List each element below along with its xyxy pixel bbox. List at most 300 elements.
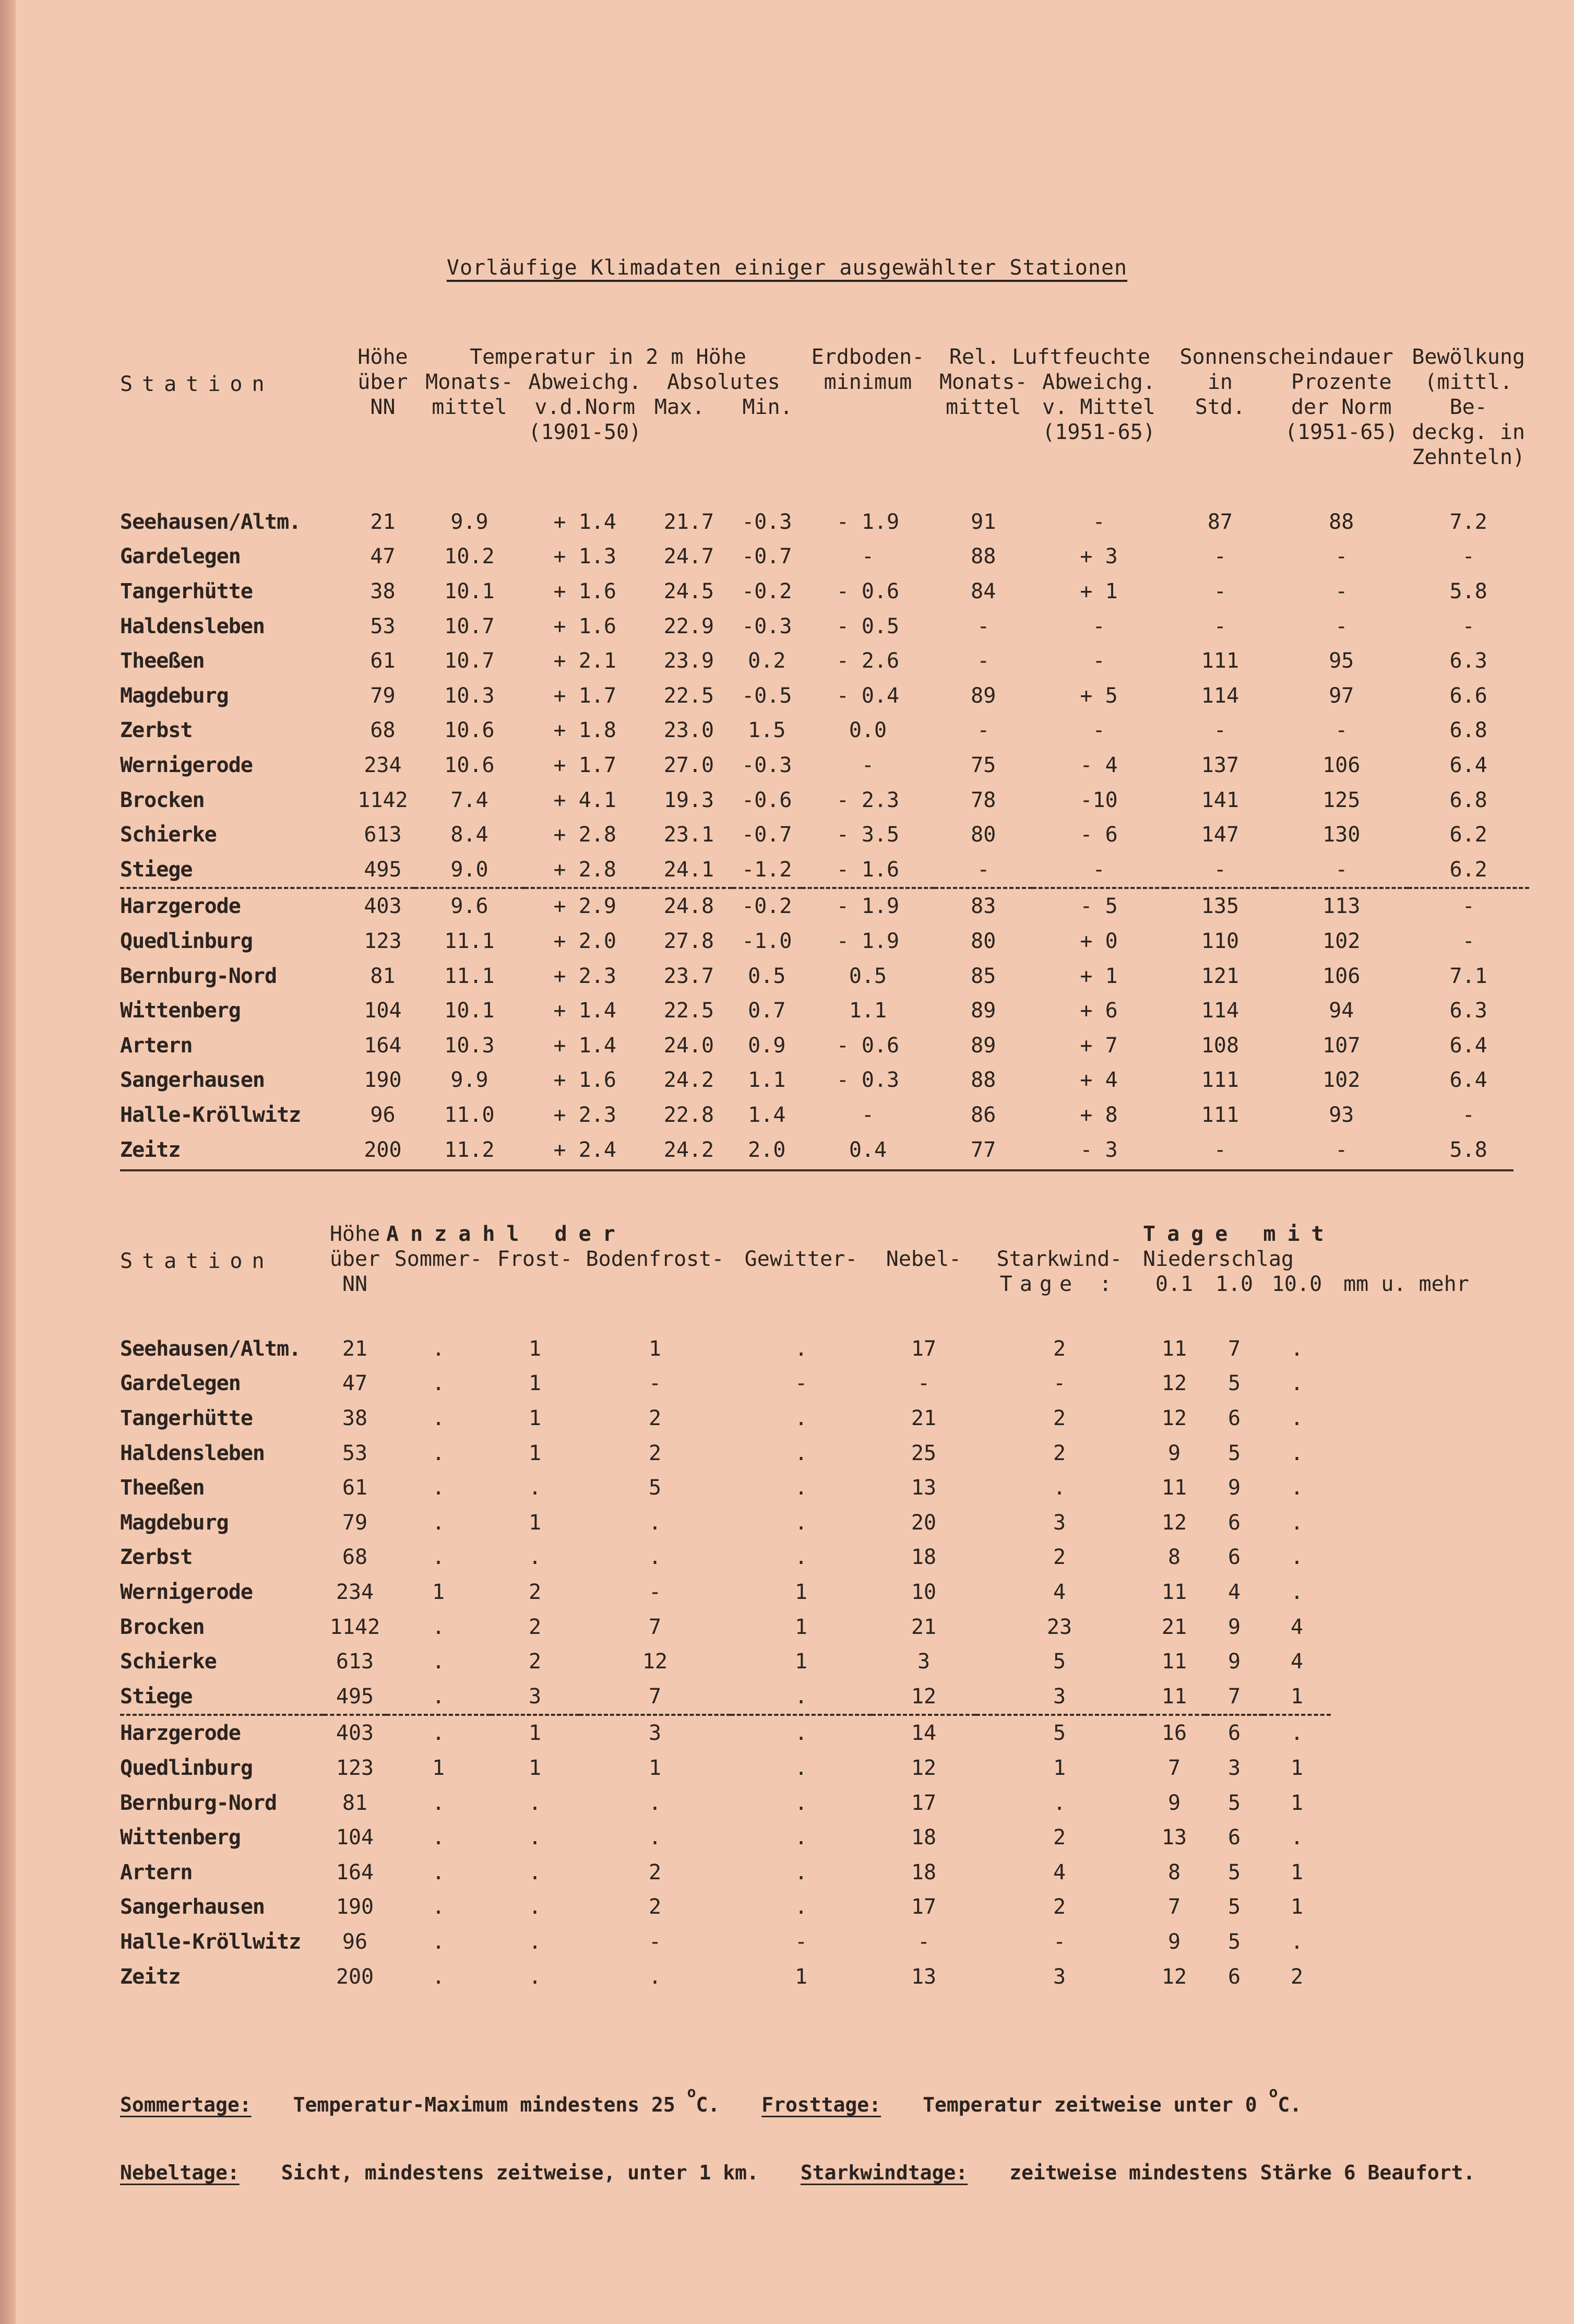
table2-cell: 5 bbox=[648, 1476, 662, 1500]
table2-cell: 53 bbox=[342, 1441, 368, 1465]
table2-cell: 10 bbox=[911, 1580, 937, 1605]
table1-cell: 22.8 bbox=[663, 1102, 714, 1127]
table2-cell: 11 bbox=[1161, 1580, 1187, 1605]
table1-cell: 110 bbox=[1201, 929, 1239, 954]
table2-cell: 1 bbox=[528, 1371, 542, 1396]
table1-cell: 0.5 bbox=[748, 964, 786, 988]
station-name: Schierke bbox=[120, 823, 217, 847]
table1-cell: + 1.6 bbox=[553, 1068, 616, 1093]
table-row bbox=[120, 1366, 1529, 1401]
table1-cell: 23.0 bbox=[663, 718, 714, 743]
table1-cell: 10.2 bbox=[444, 544, 495, 569]
table1-cell: 10.3 bbox=[444, 1033, 495, 1058]
table1-cell: 38 bbox=[370, 579, 396, 604]
table2-cell: 2 bbox=[1053, 1441, 1066, 1465]
table2-cell: 2 bbox=[528, 1650, 542, 1674]
table-row bbox=[120, 1401, 1529, 1436]
table2-cell: 1 bbox=[528, 1756, 542, 1781]
table2-cell: 20 bbox=[911, 1510, 937, 1535]
table1-cell: + 1 bbox=[1080, 964, 1118, 988]
table-row bbox=[120, 1332, 1529, 1367]
table1-cell: 10.1 bbox=[444, 579, 495, 604]
table-row bbox=[120, 993, 1529, 1028]
table1-cell: 10.6 bbox=[444, 753, 495, 778]
table2-cell: . bbox=[1290, 1545, 1304, 1570]
table1-cell: 11.2 bbox=[444, 1137, 495, 1162]
table2-cell: . bbox=[432, 1545, 445, 1570]
table2-cell: 7 bbox=[1167, 1756, 1181, 1781]
table2-cell: . bbox=[432, 1406, 445, 1431]
table1-cell: - 4 bbox=[1080, 753, 1118, 778]
table-row bbox=[120, 1063, 1529, 1098]
table2-cell: 4 bbox=[1227, 1580, 1241, 1605]
table1-cell: 141 bbox=[1201, 788, 1239, 812]
table2-cell: 3 bbox=[1053, 1964, 1066, 1989]
table2-cell: 12 bbox=[1161, 1510, 1187, 1535]
climate-table-temperature bbox=[120, 345, 1529, 1167]
table1-cell: 9.6 bbox=[414, 888, 524, 924]
table-row bbox=[120, 539, 1529, 574]
header2-anzahl-group: Anzahl der bbox=[386, 1222, 627, 1246]
table2-cell: . bbox=[1290, 1441, 1304, 1465]
station-name: Halle-Kröllwitz bbox=[120, 1102, 301, 1127]
table2-cell: 13 bbox=[911, 1964, 937, 1989]
table1-cell: 77 bbox=[971, 1137, 996, 1162]
table1-cell: + 2.3 bbox=[553, 964, 616, 988]
table-row bbox=[120, 817, 1529, 852]
header2-hoehe-1: Höhe bbox=[329, 1222, 380, 1246]
table1-cell: - bbox=[861, 753, 874, 778]
table2-cell: 7 bbox=[1227, 1684, 1241, 1709]
table2-cell: 1 bbox=[1290, 1860, 1304, 1884]
table2-cell: 17 bbox=[911, 1895, 937, 1919]
header-hoehe-2: über NN bbox=[357, 370, 408, 419]
table1-cell: - 0.5 bbox=[836, 614, 900, 638]
table2-cell: . bbox=[432, 1895, 445, 1919]
table-row bbox=[120, 748, 1529, 783]
table2-cell: 1 bbox=[648, 1336, 662, 1361]
table2-cell: 6 bbox=[1227, 1510, 1241, 1535]
table1-cell: 495 bbox=[364, 857, 402, 882]
table1-cell: 111 bbox=[1201, 1102, 1239, 1127]
table1-cell: - bbox=[1335, 1137, 1348, 1162]
table2-cell: . bbox=[432, 1929, 445, 1954]
table2-cell: 21 bbox=[911, 1406, 937, 1431]
table1-cell: 125 bbox=[1322, 788, 1361, 812]
station-name: Brocken bbox=[120, 788, 205, 812]
table-row bbox=[120, 1925, 1529, 1960]
table2-cell: 12 bbox=[1161, 1371, 1187, 1396]
table-row bbox=[120, 1540, 1529, 1575]
header-station: Station bbox=[120, 372, 274, 396]
table1-cell: - bbox=[1092, 718, 1105, 743]
table1-cell: - bbox=[1092, 614, 1105, 638]
table-row bbox=[120, 644, 1529, 679]
table2-cell: 79 bbox=[342, 1510, 368, 1535]
table2-cell: 11 bbox=[1161, 1684, 1187, 1709]
table2-cell: . bbox=[528, 1545, 542, 1570]
table2-cell: 9 bbox=[1227, 1476, 1241, 1500]
table2-cell: 68 bbox=[342, 1545, 368, 1570]
table1-cell: 114 bbox=[1201, 683, 1239, 708]
station-name: Sangerhausen bbox=[120, 1068, 265, 1093]
table1-cell: 200 bbox=[364, 1137, 402, 1162]
table2-cell: . bbox=[1290, 1510, 1304, 1535]
table2-cell: 164 bbox=[336, 1860, 374, 1884]
table1-cell: 135 bbox=[1165, 888, 1275, 924]
header-erdboden-1: Erdboden- bbox=[811, 345, 925, 369]
table1-cell: - bbox=[1462, 929, 1475, 954]
table2-cell: 403 bbox=[324, 1715, 386, 1751]
table1-cell: - 1.9 bbox=[802, 888, 935, 924]
table1-cell: - 0.6 bbox=[836, 579, 900, 604]
table1-cell: -0.2 bbox=[732, 888, 802, 924]
table2-cell: . bbox=[731, 1715, 872, 1751]
table1-cell: 9.9 bbox=[450, 509, 488, 534]
table1-bottom-rule bbox=[120, 1169, 1513, 1171]
table2-cell: 23 bbox=[1046, 1615, 1072, 1639]
station-name: Zerbst bbox=[120, 718, 193, 743]
table-row bbox=[120, 679, 1529, 714]
table1-cell: -0.7 bbox=[742, 823, 792, 847]
table1-cell: 89 bbox=[971, 683, 996, 708]
table1-cell: 9.0 bbox=[450, 857, 488, 882]
table-row bbox=[120, 1644, 1529, 1679]
station-name: Magdeburg bbox=[120, 1510, 229, 1535]
table1-cell: 0.9 bbox=[748, 1033, 786, 1058]
table2-cell: . bbox=[528, 1895, 542, 1919]
table2-cell: - bbox=[1053, 1929, 1066, 1954]
station-name: Harzgerode bbox=[120, 1715, 324, 1751]
table1-cell: + 1.6 bbox=[553, 579, 616, 604]
table2-cell: . bbox=[432, 1336, 445, 1361]
table2-cell: 3 bbox=[917, 1650, 931, 1674]
header-luft-mittel: Monats- mittel bbox=[939, 370, 1028, 419]
table2-cell: . bbox=[794, 1406, 808, 1431]
climate-table-days bbox=[120, 1222, 1529, 1994]
station-name: Quedlinburg bbox=[120, 929, 253, 954]
table1-cell: - bbox=[1092, 857, 1105, 882]
table2-cell: . bbox=[1290, 1825, 1304, 1850]
table1-cell: + 2.1 bbox=[553, 649, 616, 673]
table2-cell: . bbox=[432, 1510, 445, 1535]
table1-cell: 106 bbox=[1322, 753, 1361, 778]
table2-cell: 12 bbox=[1161, 1964, 1187, 1989]
table2-cell: . bbox=[1290, 1929, 1304, 1954]
table1-cell: 27.0 bbox=[663, 753, 714, 778]
table2-cell: 123 bbox=[336, 1756, 374, 1781]
table2-cell: . bbox=[648, 1510, 662, 1535]
table2-cell: 12 bbox=[911, 1684, 937, 1709]
table2-cell: 3 bbox=[1227, 1756, 1241, 1781]
station-name: Gardelegen bbox=[120, 544, 241, 569]
table2-cell: 21 bbox=[1161, 1615, 1187, 1639]
header2-frost: Frost- bbox=[497, 1247, 573, 1271]
table1-cell: 6.4 bbox=[1449, 1033, 1487, 1058]
table2-cell: . bbox=[1053, 1476, 1066, 1500]
table2-cell: 7 bbox=[1227, 1336, 1241, 1361]
table1-cell: 10.3 bbox=[444, 683, 495, 708]
table2-cell: . bbox=[528, 1476, 542, 1500]
station-name: Tangerhütte bbox=[120, 1406, 253, 1431]
table2-cell: 200 bbox=[336, 1964, 374, 1989]
table-row bbox=[120, 924, 1529, 959]
table2-cell: 5 bbox=[1227, 1895, 1241, 1919]
table-row bbox=[120, 1098, 1529, 1133]
table2-cell: 1 bbox=[794, 1650, 808, 1674]
table1-cell: - bbox=[1335, 614, 1348, 638]
table2-cell: . bbox=[794, 1756, 808, 1781]
table1-cell: - 0.6 bbox=[836, 1033, 900, 1058]
table1-cell: 24.2 bbox=[663, 1068, 714, 1093]
station-name: Artern bbox=[120, 1860, 193, 1884]
table2-cell: 61 bbox=[342, 1476, 368, 1500]
table1-cell: -0.6 bbox=[742, 788, 792, 812]
table1-cell: + 0 bbox=[1080, 929, 1118, 954]
table2-cell: 1 bbox=[1290, 1756, 1304, 1781]
table2-cell: 4 bbox=[1053, 1580, 1066, 1605]
table1-cell: + 6 bbox=[1080, 999, 1118, 1023]
table2-cell: . bbox=[794, 1860, 808, 1884]
table-row bbox=[120, 1751, 1529, 1786]
table1-cell: 123 bbox=[364, 929, 402, 954]
table2-cell: 3 bbox=[528, 1684, 542, 1709]
table2-cell: 12 bbox=[911, 1756, 937, 1781]
table1-cell: 121 bbox=[1201, 964, 1239, 988]
table2-cell: 8 bbox=[1167, 1545, 1181, 1570]
table-row bbox=[120, 1132, 1529, 1167]
table2-cell: . bbox=[648, 1791, 662, 1815]
table1-cell: + 1.8 bbox=[553, 718, 616, 743]
table2-cell: 9 bbox=[1167, 1791, 1181, 1815]
table2-cell: - bbox=[794, 1929, 808, 1954]
station-name: Wernigerode bbox=[120, 1580, 253, 1605]
table1-cell: - bbox=[1462, 544, 1475, 569]
table2-cell: . bbox=[794, 1684, 808, 1709]
table1-cell: + 1.7 bbox=[553, 683, 616, 708]
table1-cell: - 0.3 bbox=[836, 1068, 900, 1093]
table2-cell: 96 bbox=[342, 1929, 368, 1954]
header2-bodenfrost: Bodenfrost- bbox=[586, 1247, 724, 1271]
table1-cell: - 2.3 bbox=[836, 788, 900, 812]
table2-cell: 18 bbox=[911, 1860, 937, 1884]
station-name: Seehausen/Altm. bbox=[120, 1336, 301, 1361]
table2-cell: 16 bbox=[1143, 1715, 1206, 1751]
table2-cell: . bbox=[794, 1476, 808, 1500]
table2-cell: 2 bbox=[648, 1406, 662, 1431]
station-name: Magdeburg bbox=[120, 683, 229, 708]
table2-cell: 6 bbox=[1206, 1715, 1263, 1751]
table-row bbox=[120, 1855, 1529, 1890]
table1-cell: 6.3 bbox=[1449, 999, 1487, 1023]
table2-cell: 5 bbox=[976, 1715, 1143, 1751]
table2-cell: 2 bbox=[1053, 1895, 1066, 1919]
header-erdboden-2: minimum bbox=[824, 370, 912, 394]
table1-cell: 24.0 bbox=[663, 1033, 714, 1058]
table1-cell: -1.0 bbox=[742, 929, 792, 954]
station-name: Quedlinburg bbox=[120, 1756, 253, 1781]
table-row bbox=[120, 1505, 1529, 1540]
table1-cell: 27.8 bbox=[663, 929, 714, 954]
table2-cell: 5 bbox=[1227, 1860, 1241, 1884]
header2-tage-mit-group: Tage mit bbox=[1143, 1222, 1335, 1246]
table2-cell: 2 bbox=[1053, 1406, 1066, 1431]
table2-cell: . bbox=[528, 1964, 542, 1989]
table1-cell: 0.5 bbox=[849, 964, 887, 988]
table1-cell: 234 bbox=[364, 753, 402, 778]
table1-cell: - bbox=[1092, 509, 1105, 534]
station-name: Gardelegen bbox=[120, 1371, 241, 1396]
table1-cell: 8.4 bbox=[450, 823, 488, 847]
table-row bbox=[120, 1609, 1529, 1644]
table1-cell: - bbox=[1335, 857, 1348, 882]
table1-cell: 6.2 bbox=[1449, 857, 1487, 882]
table1-cell: - bbox=[1462, 614, 1475, 638]
table1-cell: - 6 bbox=[1080, 823, 1118, 847]
table1-cell: -1.2 bbox=[742, 857, 792, 882]
table1-cell: 83 bbox=[934, 888, 1032, 924]
station-name: Halle-Kröllwitz bbox=[120, 1929, 301, 1954]
table1-cell: 79 bbox=[370, 683, 396, 708]
table2-cell: . bbox=[432, 1825, 445, 1850]
table2-cell: . bbox=[432, 1791, 445, 1815]
table1-cell: 190 bbox=[364, 1068, 402, 1093]
table1-cell: 111 bbox=[1201, 1068, 1239, 1093]
station-name: Harzgerode bbox=[120, 888, 351, 924]
table1-cell: + 8 bbox=[1080, 1102, 1118, 1127]
table1-cell: 147 bbox=[1201, 823, 1239, 847]
table1-cell: 53 bbox=[370, 614, 396, 638]
station-name: Schierke bbox=[120, 1650, 217, 1674]
table2-cell: . bbox=[794, 1791, 808, 1815]
table1-cell: 10.7 bbox=[444, 614, 495, 638]
table1-cell: - bbox=[1213, 579, 1226, 604]
table1-cell: 87 bbox=[1207, 509, 1233, 534]
table2-cell: 2 bbox=[648, 1895, 662, 1919]
table2-cell: 18 bbox=[911, 1825, 937, 1850]
table1-cell: 88 bbox=[1329, 509, 1354, 534]
table1-cell: 6.8 bbox=[1449, 718, 1487, 743]
table2-cell: 2 bbox=[1053, 1336, 1066, 1361]
table1-cell: + 2.8 bbox=[553, 823, 616, 847]
table1-cell: 19.3 bbox=[663, 788, 714, 812]
table-row bbox=[120, 1715, 1529, 1751]
table2-cell: 6 bbox=[1227, 1406, 1241, 1431]
table-row bbox=[120, 958, 1529, 993]
station-name: Zeitz bbox=[120, 1137, 181, 1162]
header-sonne-std: in Std. bbox=[1195, 370, 1246, 419]
station-name: Seehausen/Altm. bbox=[120, 509, 301, 534]
table2-cell: 1 bbox=[432, 1756, 445, 1781]
table2-cell: 1 bbox=[528, 1441, 542, 1465]
table1-cell: 7.4 bbox=[450, 788, 488, 812]
table1-cell: 86 bbox=[971, 1102, 996, 1127]
table1-cell: 6.8 bbox=[1449, 788, 1487, 812]
table-row bbox=[120, 1575, 1529, 1610]
table1-cell: 89 bbox=[971, 1033, 996, 1058]
table1-cell: 0.4 bbox=[849, 1137, 887, 1162]
table2-cell: . bbox=[1290, 1336, 1304, 1361]
table2-cell: 7 bbox=[1167, 1895, 1181, 1919]
table1-cell: 84 bbox=[971, 579, 996, 604]
table2-cell: 1 bbox=[528, 1510, 542, 1535]
table-row bbox=[120, 1028, 1529, 1063]
table2-cell: . bbox=[528, 1929, 542, 1954]
table1-cell: + 2.8 bbox=[553, 857, 616, 882]
table2-cell: . bbox=[1053, 1791, 1066, 1815]
table2-cell: . bbox=[794, 1545, 808, 1570]
table1-cell: + 2.9 bbox=[524, 888, 646, 924]
table1-cell: + 4 bbox=[1080, 1068, 1118, 1093]
table2-cell: . bbox=[794, 1441, 808, 1465]
table1-cell: - bbox=[977, 614, 990, 638]
table2-cell: 9 bbox=[1167, 1441, 1181, 1465]
note-sommertage: Sommertage: Temperatur-Maximum mindestens 25 $^o$C. Frosttage: Temperatur zeitweise unter 0 $^o$C. bbox=[120, 2083, 1302, 2116]
table1-cell: - bbox=[1462, 1102, 1475, 1127]
table1-cell: - bbox=[1213, 857, 1226, 882]
table1-cell: + 1.4 bbox=[553, 999, 616, 1023]
table1-cell: 111 bbox=[1201, 649, 1239, 673]
table2-cell: 104 bbox=[336, 1825, 374, 1850]
header2-station: Station bbox=[120, 1249, 274, 1273]
table1-cell: 24.5 bbox=[663, 579, 714, 604]
table2-cell: 3 bbox=[579, 1715, 731, 1751]
table1-cell: 23.1 bbox=[663, 823, 714, 847]
table1-cell: 85 bbox=[971, 964, 996, 988]
table2-cell: 11 bbox=[1161, 1336, 1187, 1361]
table1-cell: 0.2 bbox=[748, 649, 786, 673]
header-temperature-group: Temperatur in 2 m Höhe bbox=[470, 345, 746, 369]
table-row bbox=[120, 888, 1529, 924]
table-row bbox=[120, 1820, 1529, 1855]
table1-cell: 89 bbox=[971, 999, 996, 1023]
table2-cell: 234 bbox=[336, 1580, 374, 1605]
table2-cell: 1 bbox=[491, 1715, 579, 1751]
table1-cell: + 2.0 bbox=[553, 929, 616, 954]
table1-cell: - bbox=[977, 718, 990, 743]
table1-cell: 10.7 bbox=[444, 649, 495, 673]
table2-cell: 7 bbox=[648, 1615, 662, 1639]
table1-cell: 108 bbox=[1201, 1033, 1239, 1058]
table2-cell: 38 bbox=[342, 1406, 368, 1431]
table1-cell: + 5 bbox=[1080, 683, 1118, 708]
table1-cell: 21 bbox=[370, 509, 396, 534]
table1-cell: + 1.4 bbox=[553, 509, 616, 534]
table2-cell: 2 bbox=[1290, 1964, 1304, 1989]
table2-cell: 1 bbox=[794, 1580, 808, 1605]
table1-cell: 24.7 bbox=[663, 544, 714, 569]
table2-cell: . bbox=[432, 1964, 445, 1989]
table1-cell: 88 bbox=[971, 1068, 996, 1093]
table1-cell: 1.5 bbox=[748, 718, 786, 743]
table2-cell: 2 bbox=[648, 1860, 662, 1884]
station-name: Wittenberg bbox=[120, 1825, 241, 1850]
header-abweichung: Abweichg. v.d.Norm (1901-50) bbox=[528, 370, 642, 444]
table1-cell: 93 bbox=[1329, 1102, 1354, 1127]
table1-cell: -0.2 bbox=[742, 579, 792, 604]
table1-cell: - 0.4 bbox=[836, 683, 900, 708]
document-title: Vorläufige Klimadaten einiger ausgewählter Stationen bbox=[446, 256, 1128, 280]
table1-cell: 95 bbox=[1329, 649, 1354, 673]
table1-cell: - 5 bbox=[1032, 888, 1165, 924]
table2-cell: . bbox=[1263, 1715, 1331, 1751]
header-luftfeuchte-group: Rel. Luftfeuchte bbox=[949, 345, 1151, 369]
table1-cell: + 4.1 bbox=[553, 788, 616, 812]
table1-cell: 1.4 bbox=[748, 1102, 786, 1127]
table1-cell: + 7 bbox=[1080, 1033, 1118, 1058]
table1-cell: 9.9 bbox=[450, 1068, 488, 1093]
table1-cell: 24.8 bbox=[646, 888, 732, 924]
